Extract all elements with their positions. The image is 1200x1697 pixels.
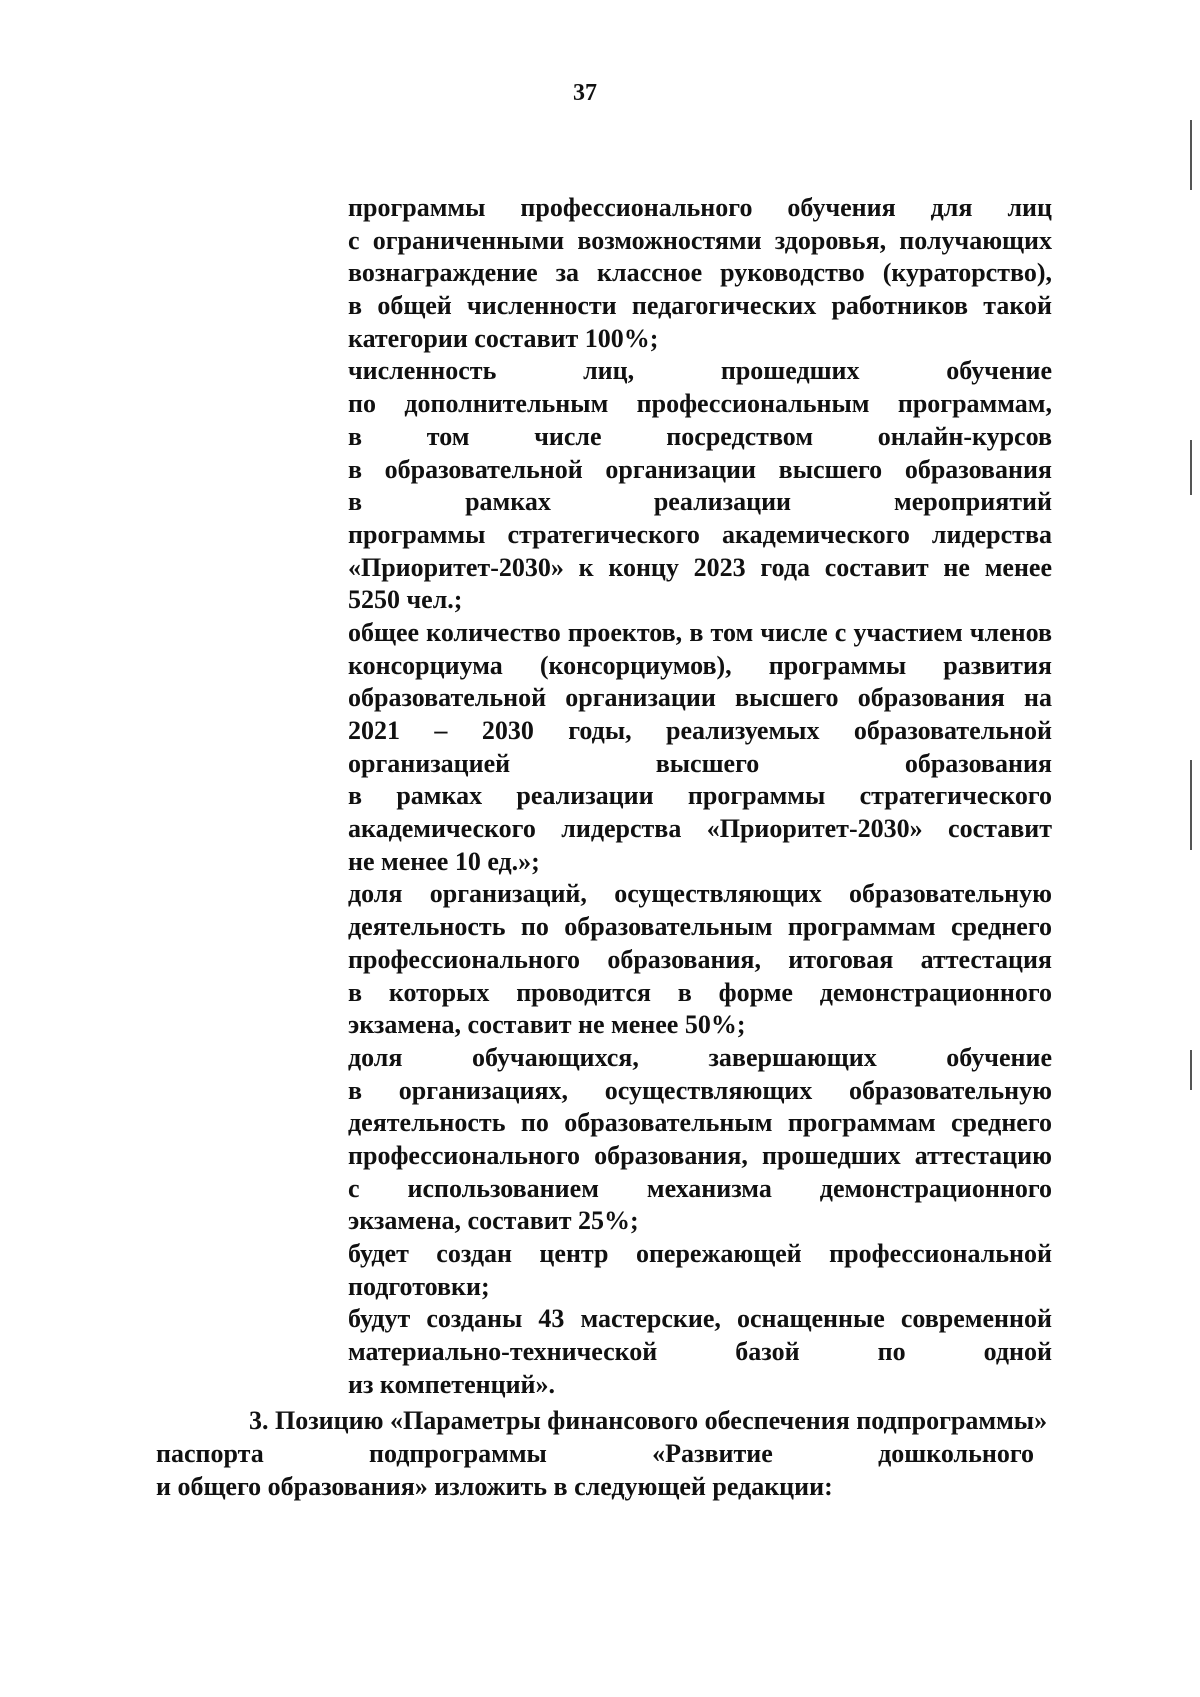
text-line: категории составит 100%; xyxy=(348,323,659,353)
scan-edge-mark xyxy=(1190,120,1192,190)
text-line: академического лидерства «Приоритет-2030» составит xyxy=(348,814,1052,844)
text-line: будут созданы 43 мастерские, оснащенные современной xyxy=(348,1304,1052,1334)
page-number: 37 xyxy=(573,80,597,106)
text-line: «Приоритет-2030» к концу 2023 года составит не менее xyxy=(348,552,1052,582)
text-line: 3. Позицию «Параметры финансового обеспечения подпрограммы» xyxy=(249,1406,1048,1435)
text-line: доля организаций, осуществляющих образовательную xyxy=(348,879,1052,909)
text-line: образовательной организации высшего образования на xyxy=(348,683,1052,713)
text-line: консорциума (консорциумов), программы развития xyxy=(348,650,1052,680)
text-line: в том числе посредством онлайн-курсов xyxy=(348,421,1052,451)
text-line: экзамена, составит не менее 50%; xyxy=(348,1010,746,1040)
text-line: 5250 чел.; xyxy=(348,585,463,615)
text-line: общее количество проектов, в том числе с участием членов xyxy=(348,617,1052,647)
text-line: вознаграждение за классное руководство (кураторство), xyxy=(348,258,1052,288)
text-line: будет создан центр опережающей профессиональной xyxy=(348,1239,1052,1268)
text-line: не менее 10 ед.»; xyxy=(348,846,540,876)
text-line: в рамках реализации программы стратегического xyxy=(348,781,1052,811)
text-line: деятельность по образовательным программам среднего xyxy=(348,1108,1052,1138)
continued-list-text xyxy=(348,192,1052,1401)
text-line: в рамках реализации мероприятий xyxy=(348,487,1052,517)
text-line: программы профессионального обучения для лиц xyxy=(348,193,1052,222)
text-line: в общей численности педагогических работников такой xyxy=(348,291,1052,321)
text-line: в которых проводится в форме демонстрационного xyxy=(348,977,1052,1007)
text-line: организацией высшего образования xyxy=(348,748,1052,778)
text-line: с использованием механизма демонстрационного xyxy=(348,1173,1052,1203)
text-line: численность лиц, прошедших обучение xyxy=(348,356,1052,386)
text-line: паспорта подпрограммы «Развитие дошкольного xyxy=(156,1439,1034,1468)
scan-edge-mark xyxy=(1190,440,1192,495)
text-line: подготовки; xyxy=(348,1271,490,1301)
text-line: профессионального образования, прошедших аттестацию xyxy=(348,1140,1052,1170)
text-line: доля обучающихся, завершающих обучение xyxy=(348,1042,1052,1072)
text-line: деятельность по образовательным программам среднего xyxy=(348,912,1052,942)
text-line: по дополнительным профессиональным программам, xyxy=(348,389,1052,419)
text-line: в образовательной организации высшего образования xyxy=(348,454,1052,484)
text-line: с ограниченными возможностями здоровья, получающих xyxy=(348,225,1052,255)
text-line: из компетенций». xyxy=(348,1369,556,1399)
scan-edge-mark xyxy=(1190,1050,1192,1090)
text-line: в организациях, осуществляющих образовательную xyxy=(348,1075,1052,1105)
scan-edge-mark xyxy=(1190,760,1192,850)
text-line: материально-технической базой по одной xyxy=(348,1337,1052,1367)
text-line: профессионального образования, итоговая аттестация xyxy=(348,944,1052,974)
text-line: 2021 – 2030 годы, реализуемых образовательной xyxy=(348,716,1052,745)
text-line: и общего образования» изложить в следующей редакции: xyxy=(156,1472,833,1501)
section-3-paragraph xyxy=(156,1404,1048,1503)
text-line: программы стратегического академического лидерства xyxy=(348,519,1052,549)
text-line: экзамена, составит 25%; xyxy=(348,1206,639,1236)
